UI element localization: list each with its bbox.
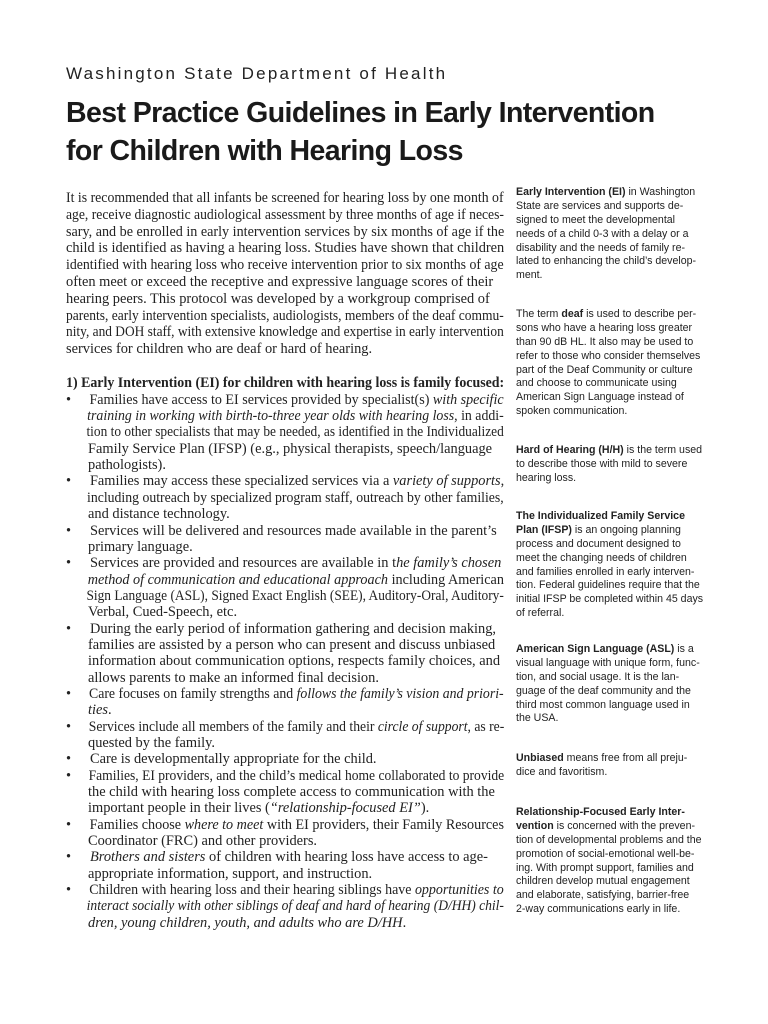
bullet-item [66,555,506,620]
text-segment: ing. With prompt support, families and [516,861,694,874]
text-line [516,699,690,713]
text-segment: Families choose [89,816,185,833]
text-segment: 2-way communications early in life. [516,903,681,916]
text-segment: lated to enhancing the child’s develop- [516,255,697,268]
text-line [516,766,607,780]
text-segment: identified with hearing loss who receive intervention prior to six months of age [66,257,504,274]
text-segment: needs of a child 0-3 with a delay or a [516,227,689,240]
bullet-icon: • [66,718,72,735]
text-line [66,473,504,489]
text-line [66,291,490,308]
text-line [516,458,687,472]
text-line [516,752,687,766]
text-line [66,817,504,833]
text-line [516,657,700,671]
bullet-icon: • [66,685,72,702]
text-segment: . [402,914,407,931]
text-segment: services for children who are deaf or hard of hearing. [66,341,373,358]
bullet-icon: • [66,620,72,637]
bullet-icon: • [66,767,72,784]
text-segment: allows parents to make an informed final decision. [88,669,379,686]
text-line [66,506,230,522]
organization-name: Washington State Department of Health [66,64,448,83]
text-line [516,444,702,458]
text-line [516,566,694,580]
bullet-item [66,392,506,474]
bullet-item [66,473,506,522]
text-segment: , in addi- [454,408,504,425]
text-segment: During the early period of information gathering and decision making, [90,620,497,637]
text-segment: hearing loss. [516,471,577,484]
text-line [66,207,504,224]
text-line [516,685,691,699]
emphasis: he family’s chosen [396,555,502,572]
text-line [516,336,693,350]
text-line [66,308,504,325]
text-segment: dice and favoritism. [516,765,608,778]
defined-term: The Individualized Family Service [516,510,685,522]
text-line [66,735,215,751]
text-line [516,712,558,726]
text-line [516,510,685,524]
text-segment: including outreach by specialized program staff, outreach by other families, [87,489,504,506]
text-line [66,490,504,506]
text-line [66,341,372,358]
bullet-list [66,392,506,931]
text-segment: of referral. [516,607,565,620]
definition-block [516,643,700,726]
bullet-item [66,621,506,686]
defined-term: Plan (IFSP) [516,523,572,536]
defined-term: Relationship-Focused Early Inter- [516,806,685,818]
text-line [66,637,495,653]
text-line [516,255,696,269]
definition-block [516,444,702,486]
text-line [516,593,703,607]
text-line [66,457,166,473]
text-line [66,849,488,865]
definition-block [516,186,696,283]
text-line [516,377,677,391]
text-segment: and elaborate, satisfying, barrier-free [516,889,690,902]
text-line [516,607,564,621]
text-segment: in Washington [625,186,696,198]
text-segment: Family Service Plan (IFSP) (e.g., physical therapists, speech/language [88,440,493,457]
text-segment: tion to other specialists that may be needed, as identified in the Individualized [86,424,504,441]
text-segment: process and document designed to [516,537,681,550]
text-line [516,552,687,566]
bullet-item [66,768,506,817]
text-line [516,643,694,657]
bullet-icon: • [66,849,72,866]
text-line [516,806,685,820]
text-line [516,228,689,242]
bullet-icon: • [66,751,72,768]
text-segment: State are services and supports de- [516,199,684,212]
bullet-icon: • [66,522,72,539]
text-line [66,686,504,702]
bullet-icon: • [66,473,72,490]
text-line [516,322,692,336]
text-line [66,670,379,686]
text-segment: third most common language used in [516,698,690,711]
emphasis: training in working with birth-to-three year olds with hearing loss [87,408,455,425]
bullet-item [66,882,506,931]
text-segment: hearing peers. This protocol was developed by a workgroup comprised of [66,290,490,307]
text-line [516,214,675,228]
text-segment: refer to those who consider themselves [516,349,701,362]
emphasis: follows the family’s vision and priori- [296,685,504,702]
title-line: Best Practice Guidelines in Early Intervention [66,97,655,129]
text-segment: Services include all members of the family and their [88,718,378,735]
text-segment: often meet or exceed the receptive and expressive language scores of their [66,273,494,290]
bullet-item [66,719,506,752]
text-segment: meet the changing needs of children [516,551,687,564]
text-segment: Verbal, Cued-Speech, etc. [88,604,238,621]
text-line [66,833,317,849]
text-segment: means free from all preju- [563,752,688,764]
text-segment: signed to meet the developmental [516,213,676,226]
text-segment: pathologists). [88,457,166,474]
text-segment: and choose to communicate using [516,377,677,390]
text-segment: is an ongoing planning [571,523,681,536]
text-line [66,523,497,539]
text-line [66,257,504,274]
text-line [516,242,685,256]
spacer [66,358,506,375]
text-segment: initial IFSP be completed within 45 days [516,593,704,606]
emphasis: opportunities to [414,882,504,899]
text-segment: is a [674,643,694,655]
text-line [66,441,492,457]
text-segment: age, receive diagnostic audiological assessment by three months of age if neces- [66,206,504,223]
text-segment: promotion of social-emotional well-be- [516,847,695,860]
emphasis: dren, young children, youth, and adults who are D/HH [88,914,403,931]
text-segment: guage of the deaf community and the [516,684,691,697]
text-segment: , [500,473,505,490]
text-line [66,751,377,767]
text-line [66,274,493,291]
text-line [66,898,504,914]
text-segment: Services will be delivered and resources made available in the parent’s [90,522,497,539]
text-line [66,539,193,555]
text-segment: is concerned with the preven- [553,819,695,832]
text-segment: parents, early intervention specialists, audiologists, members of the deaf commu- [66,307,504,324]
intro-paragraph [66,190,506,358]
text-line [66,190,504,207]
text-line [66,621,496,637]
text-segment: nity, and DOH staff, with extensive knowledge and expertise in early intervention [66,324,504,341]
title-line: for Children with Hearing Loss [66,135,463,167]
definition-block [516,806,702,917]
defined-term: Unbiased [516,752,564,764]
text-segment: to describe those with mild to severe [516,457,688,470]
text-segment: sary, and be enrolled in early intervention services by six months of age if the [66,223,505,240]
text-line [66,555,501,571]
text-segment: child is identified as having a hearing loss. Studies have shown that children [66,240,505,257]
text-segment: spoken communication. [516,405,628,418]
text-segment: the child with hearing loss complete access to communication with the [88,784,495,801]
text-segment: important people in their lives ( [88,800,270,817]
text-line [66,424,504,440]
text-segment: than 90 dB HL. It also may be used to [516,335,694,348]
text-line [66,719,504,735]
text-line [66,224,504,241]
text-line [66,653,500,669]
text-segment: the USA. [516,712,559,725]
text-line [516,903,680,917]
text-line [516,875,690,889]
text-line [66,572,504,588]
text-segment: including American [388,571,504,588]
bullet-icon: • [66,816,72,833]
text-segment: Care is developmentally appropriate for the child. [90,751,377,768]
text-segment: Children with hearing loss and their hearing siblings have [89,882,415,899]
text-segment: primary language. [88,538,193,555]
text-line [66,588,504,604]
emphasis: Brothers and sisters [90,849,206,866]
bullet-item [66,817,506,850]
text-segment: sons who have a hearing loss greater [516,321,693,334]
text-segment: appropriate information, support, and instruction. [88,865,373,882]
text-segment: with EI providers, their Family Resources [263,816,504,833]
text-segment: quested by the family. [88,734,215,751]
text-segment: and families enrolled in early interven- [516,565,695,578]
text-line [516,364,693,378]
text-line [66,800,429,816]
text-segment: of children with hearing loss have access to age- [205,849,488,866]
bullet-icon: • [66,555,72,572]
text-line [66,882,504,898]
defined-term: American Sign Language (ASL) [516,643,675,655]
text-line [516,862,694,876]
definition-block [516,510,703,621]
emphasis: interact socially with other siblings of deaf and hard of hearing (D/HH) chil- [86,898,504,915]
text-line [516,391,684,405]
text-segment: It is recommended that all infants be screened for hearing loss by one month of [66,190,504,206]
text-line [66,702,112,718]
emphasis: variety of supports [392,473,501,490]
text-line [516,200,683,214]
text-line [516,538,681,552]
emphasis: circle of support [377,718,468,735]
text-segment: tion, and social usage. It is the lan- [516,670,680,683]
bullet-item [66,751,506,767]
text-line [66,240,504,257]
emphasis: ties [88,702,108,719]
text-line [66,392,504,408]
text-line [516,405,627,419]
text-line [516,269,543,283]
text-line [516,820,695,834]
definition-block [516,752,687,780]
bullet-item [66,523,506,556]
text-line [66,408,504,424]
text-segment: ment. [516,269,543,282]
text-line [66,604,237,620]
emphasis: with specific [432,391,504,408]
bullet-icon: • [66,882,72,899]
text-line [516,472,576,486]
emphasis: “relationship-focused EI” [269,800,421,817]
text-segment: Coordinator (FRC) and other providers. [88,833,318,850]
section-heading: 1) Early Intervention (EI) for children with hearing loss is family focused: [66,374,505,391]
definition-block [516,308,700,419]
text-line [66,768,504,784]
bullet-item [66,849,506,882]
text-segment: , as re- [467,718,505,735]
text-segment: Families, EI providers, and the child’s medical home collaborated to provide [88,767,505,784]
text-segment: families are assisted by a person who can present and discuss unbiased [88,636,496,653]
text-line [516,848,694,862]
text-segment: part of the Deaf Community or culture [516,363,693,376]
text-segment: is used to describe per- [583,308,697,320]
text-line [516,186,695,200]
text-segment: tion of developmental problems and the [516,833,702,846]
text-segment: disability and the needs of family re- [516,241,685,254]
text-line [516,889,689,903]
defined-term: Hard of Hearing (H/H) [516,444,624,456]
text-segment: Services are provided and resources are available in t [90,555,397,572]
text-line [516,524,681,538]
text-line [66,866,372,882]
text-line [516,579,700,593]
text-segment: . [107,702,112,719]
text-segment: The term [516,308,562,320]
text-segment: Sign Language (ASL), Signed Exact English (SEE), Auditory-Oral, Auditory- [86,587,504,604]
emphasis: where to meet [184,816,264,833]
main-column [66,190,506,931]
defined-term: deaf [561,308,584,320]
text-segment: visual language with unique form, func- [516,656,700,669]
text-segment: and distance technology. [88,506,230,523]
text-segment: Care focuses on family strengths and [89,685,297,702]
text-line [66,915,406,931]
text-segment: Families have access to EI services provided by specialist(s) [89,391,433,408]
text-segment: Families may access these specialized services via a [89,473,393,490]
text-segment: children develop mutual engagement [516,875,690,888]
text-segment: information about communication options, respects family choices, and [88,653,501,670]
text-line [516,350,700,364]
text-line [516,671,679,685]
text-segment: is the term used [623,444,703,456]
text-line [516,834,702,848]
defined-term: vention [516,819,554,832]
bullet-item [66,686,506,719]
bullet-icon: • [66,391,72,408]
text-line [66,784,495,800]
text-segment: tion. Federal guidelines require that the [516,579,700,592]
document-title [66,94,655,170]
defined-term: Early Intervention (EI) [516,186,626,198]
text-segment: American Sign Language instead of [516,391,684,404]
text-segment: ). [420,800,430,817]
text-line [66,324,504,341]
emphasis: method of communication and educational approach [87,571,389,588]
text-line [516,308,696,322]
